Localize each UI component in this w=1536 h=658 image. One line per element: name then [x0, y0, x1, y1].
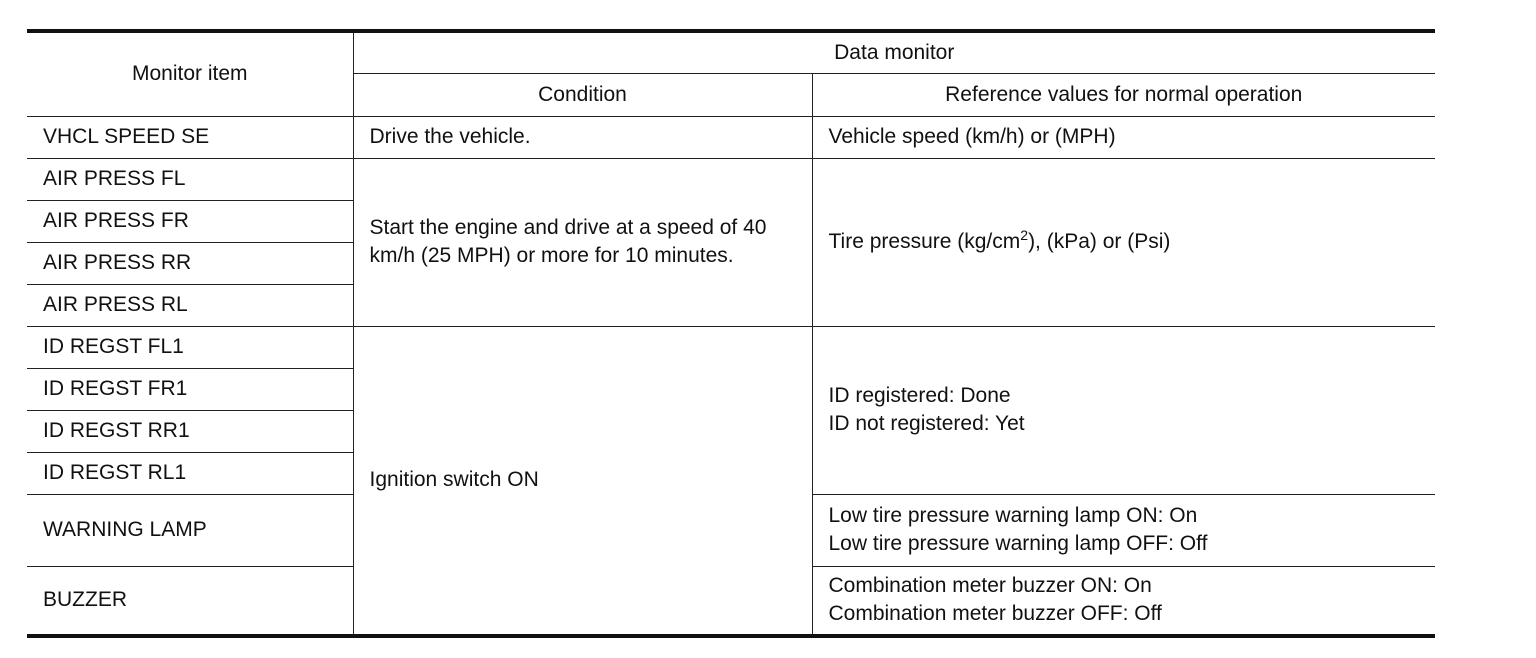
monitor-item-cell: BUZZER: [27, 566, 353, 636]
monitor-item-cell: AIR PRESS FR: [27, 200, 353, 242]
condition-header: Condition: [353, 73, 812, 116]
monitor-item-cell: ID REGST RL1: [27, 452, 353, 494]
data-monitor-table: [27, 29, 1435, 638]
header-row: [27, 31, 1435, 73]
reference-header: Reference values for normal operation: [812, 73, 1435, 116]
table-row: [27, 158, 1435, 200]
monitor-item-cell: AIR PRESS RR: [27, 242, 353, 284]
reference-cell: Vehicle speed (km/h) or (MPH): [812, 116, 1435, 158]
monitor-item-cell: ID REGST FR1: [27, 368, 353, 410]
monitor-item-header: Monitor item: [27, 31, 353, 116]
monitor-item-cell: ID REGST FL1: [27, 326, 353, 368]
reference-cell: Combination meter buzzer ON: On Combination meter buzzer OFF: Off: [812, 566, 1435, 636]
data-monitor-header: Data monitor: [353, 31, 1435, 73]
monitor-item-cell: WARNING LAMP: [27, 494, 353, 566]
reference-cell: ID registered: Done ID not registered: Yet: [812, 326, 1435, 494]
reference-superscript: 2: [1020, 227, 1029, 243]
reference-text: Tire pressure (kg/cm: [828, 230, 1021, 253]
monitor-item-cell: AIR PRESS RL: [27, 284, 353, 326]
condition-cell: Drive the vehicle.: [353, 116, 812, 158]
monitor-item-cell: VHCL SPEED SE: [27, 116, 353, 158]
monitor-item-cell: ID REGST RR1: [27, 410, 353, 452]
reference-text: ), (kPa) or (Psi): [1028, 230, 1171, 253]
reference-cell: [812, 158, 1435, 326]
reference-cell: Low tire pressure warning lamp ON: On Low tire pressure warning lamp OFF: Off: [812, 494, 1435, 566]
table-row: [27, 326, 1435, 368]
condition-cell: Start the engine and drive at a speed of 40 km/h (25 MPH) or more for 10 minutes.: [353, 158, 812, 326]
monitor-item-cell: AIR PRESS FL: [27, 158, 353, 200]
condition-cell: Ignition switch ON: [353, 326, 812, 636]
table-row: [27, 116, 1435, 158]
